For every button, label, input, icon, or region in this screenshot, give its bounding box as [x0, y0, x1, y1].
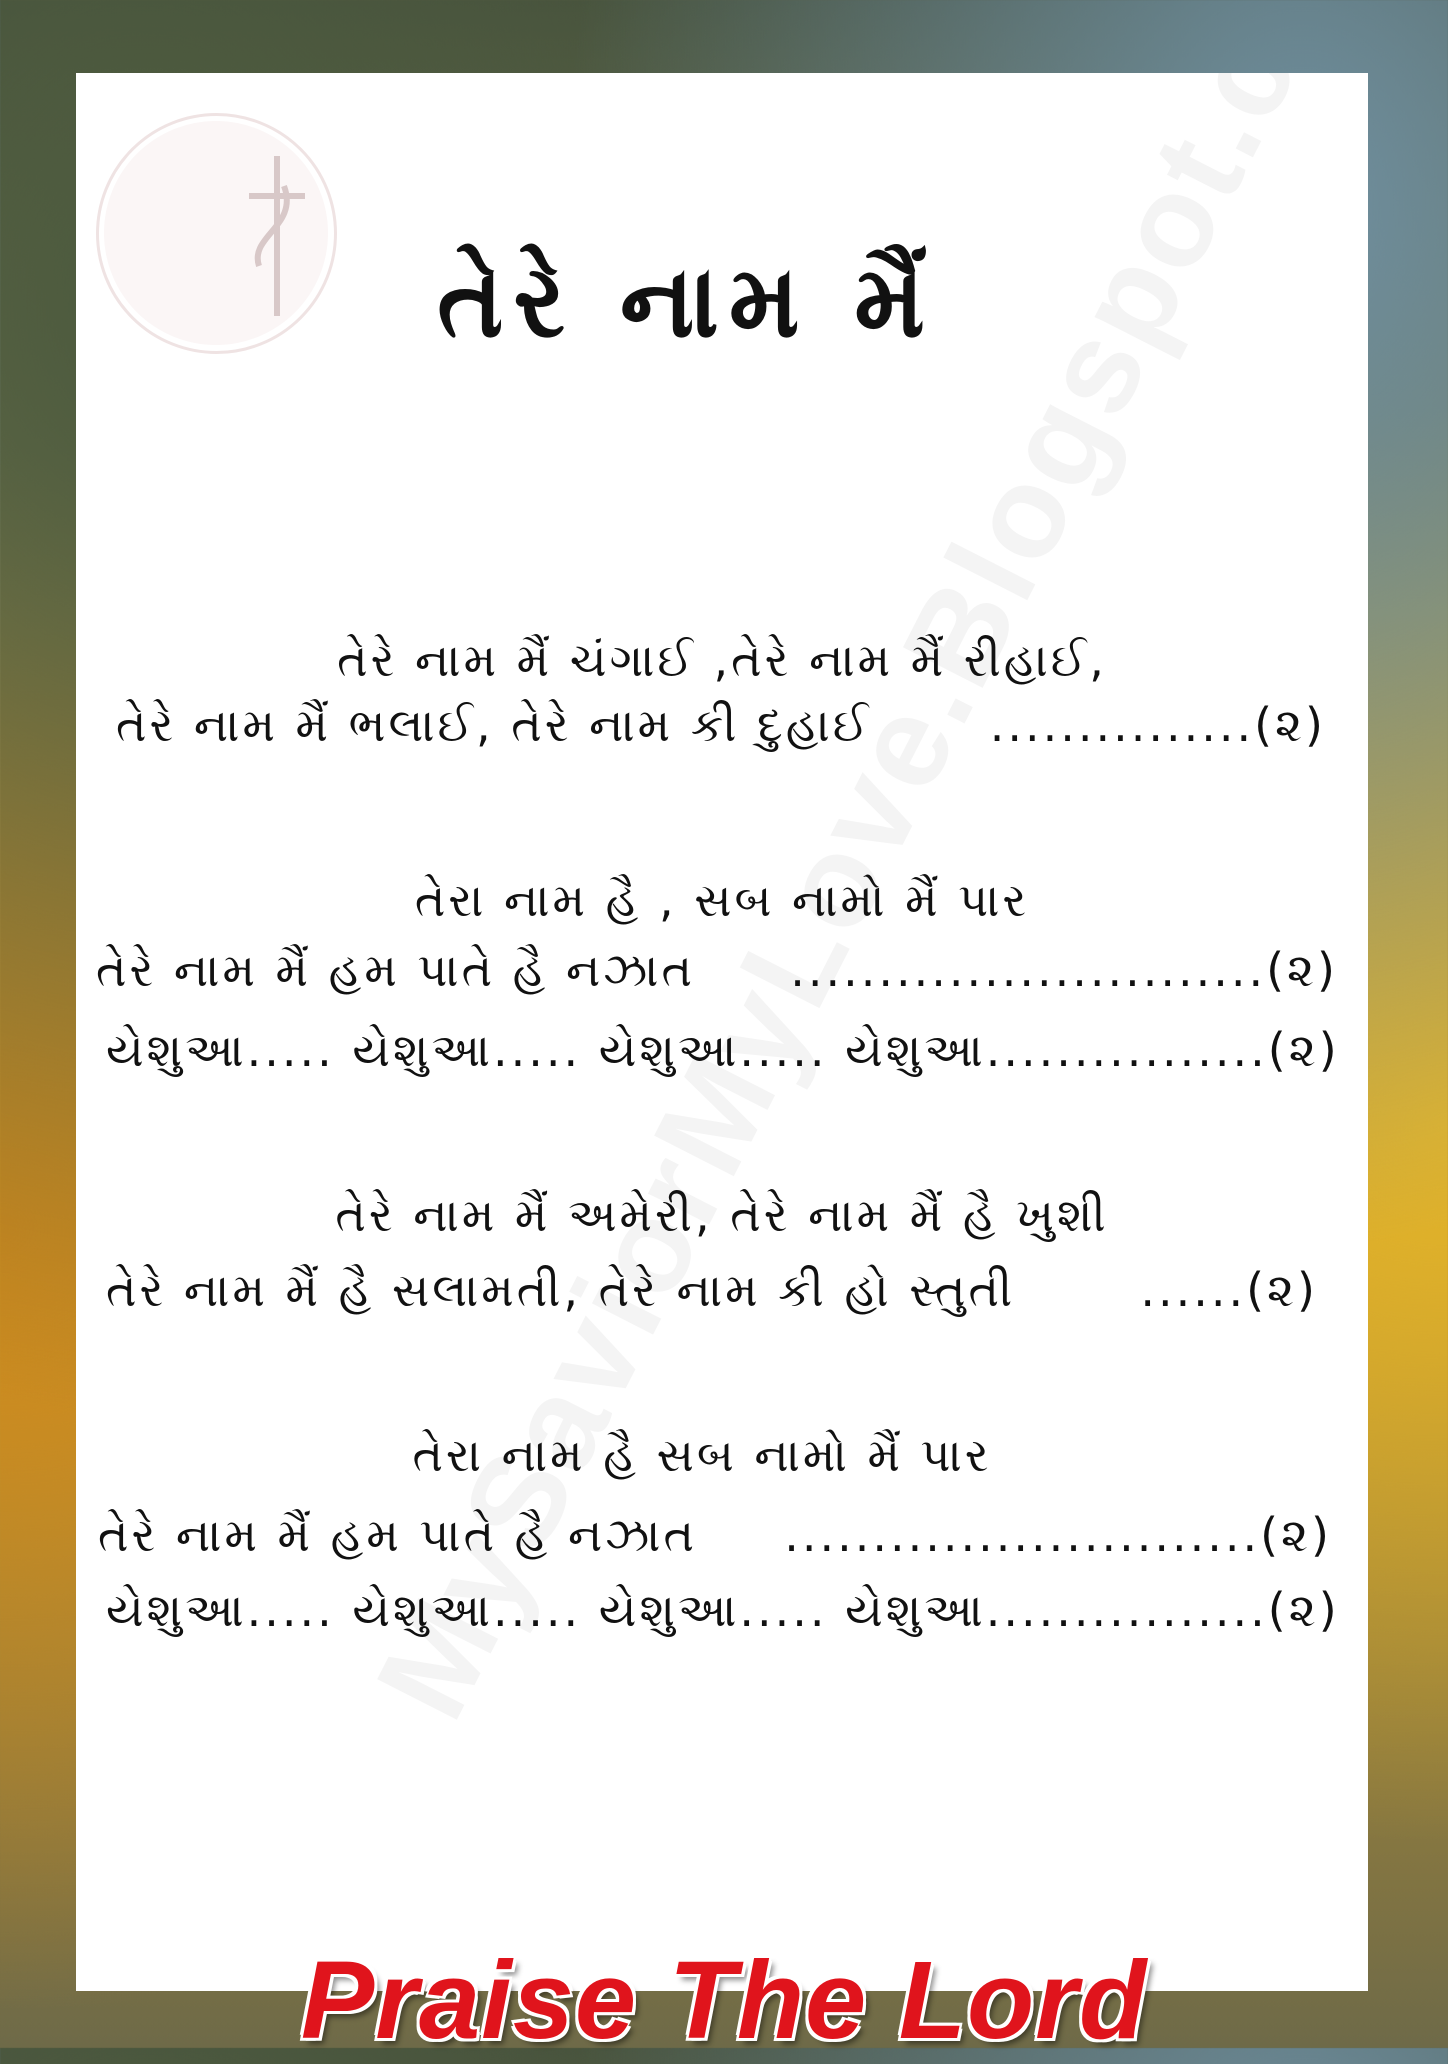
lyrics-sheet [76, 73, 1368, 1991]
verse-3-line-1: તેરે નામ મૈં અમેરી, તેરે નામ મૈં હૈ ખુશી [335, 1188, 1109, 1242]
lyric-text: તેરે નામ મૈં હમ પાતે હૈ નઝાત [96, 943, 695, 997]
verse-4-line-2-refrain: ...........................(૨) [784, 1508, 1332, 1562]
verse-2-line-1: તેરા નામ હૈ , સબ નામો મૈં પાર [414, 873, 1030, 927]
praise-the-lord-banner: Praise The Lord [300, 1939, 1148, 2062]
verse-1-line-2-refrain: ...............(૨) [989, 698, 1326, 752]
verse-2-line-3: યેશુઆ..... યેશુઆ..... યેશુઆ..... યેશુઆ................(૨) [106, 1023, 1340, 1077]
lyric-text: તેરે નામ મૈં ભલાઈ, તેરે નામ કી દુહાઈ [116, 698, 872, 752]
verse-3-line-2-refrain: ......(૨) [1140, 1263, 1318, 1317]
song-title: તેરે નામ મૈં [437, 243, 935, 360]
verse-3-line-2 [106, 1263, 1015, 1319]
verse-2-line-2-refrain: ...........................(૨) [790, 943, 1338, 997]
verse-2-line-2 [96, 943, 695, 999]
lyric-text: તેરે નામ મૈં હમ પાતે હૈ નઝાત [98, 1508, 697, 1562]
lyric-text: તેરે નામ મૈં હૈ સલામતી, તેરે નામ કી હો સ્તુતી [106, 1263, 1016, 1317]
verse-4-line-2 [98, 1508, 697, 1564]
verse-4-line-1: તેરા નામ હૈ સબ નામો મૈં પાર [412, 1428, 992, 1482]
verse-1-line-1: તેરે નામ મૈં ચંગાઈ ,તેરે નામ મૈં રીહાઈ, [337, 633, 1107, 687]
verse-4-line-3: યેશુઆ..... યેશુઆ..... યેશુઆ..... યેશુઆ................(૨) [106, 1583, 1340, 1637]
verse-1-line-2 [116, 698, 871, 754]
